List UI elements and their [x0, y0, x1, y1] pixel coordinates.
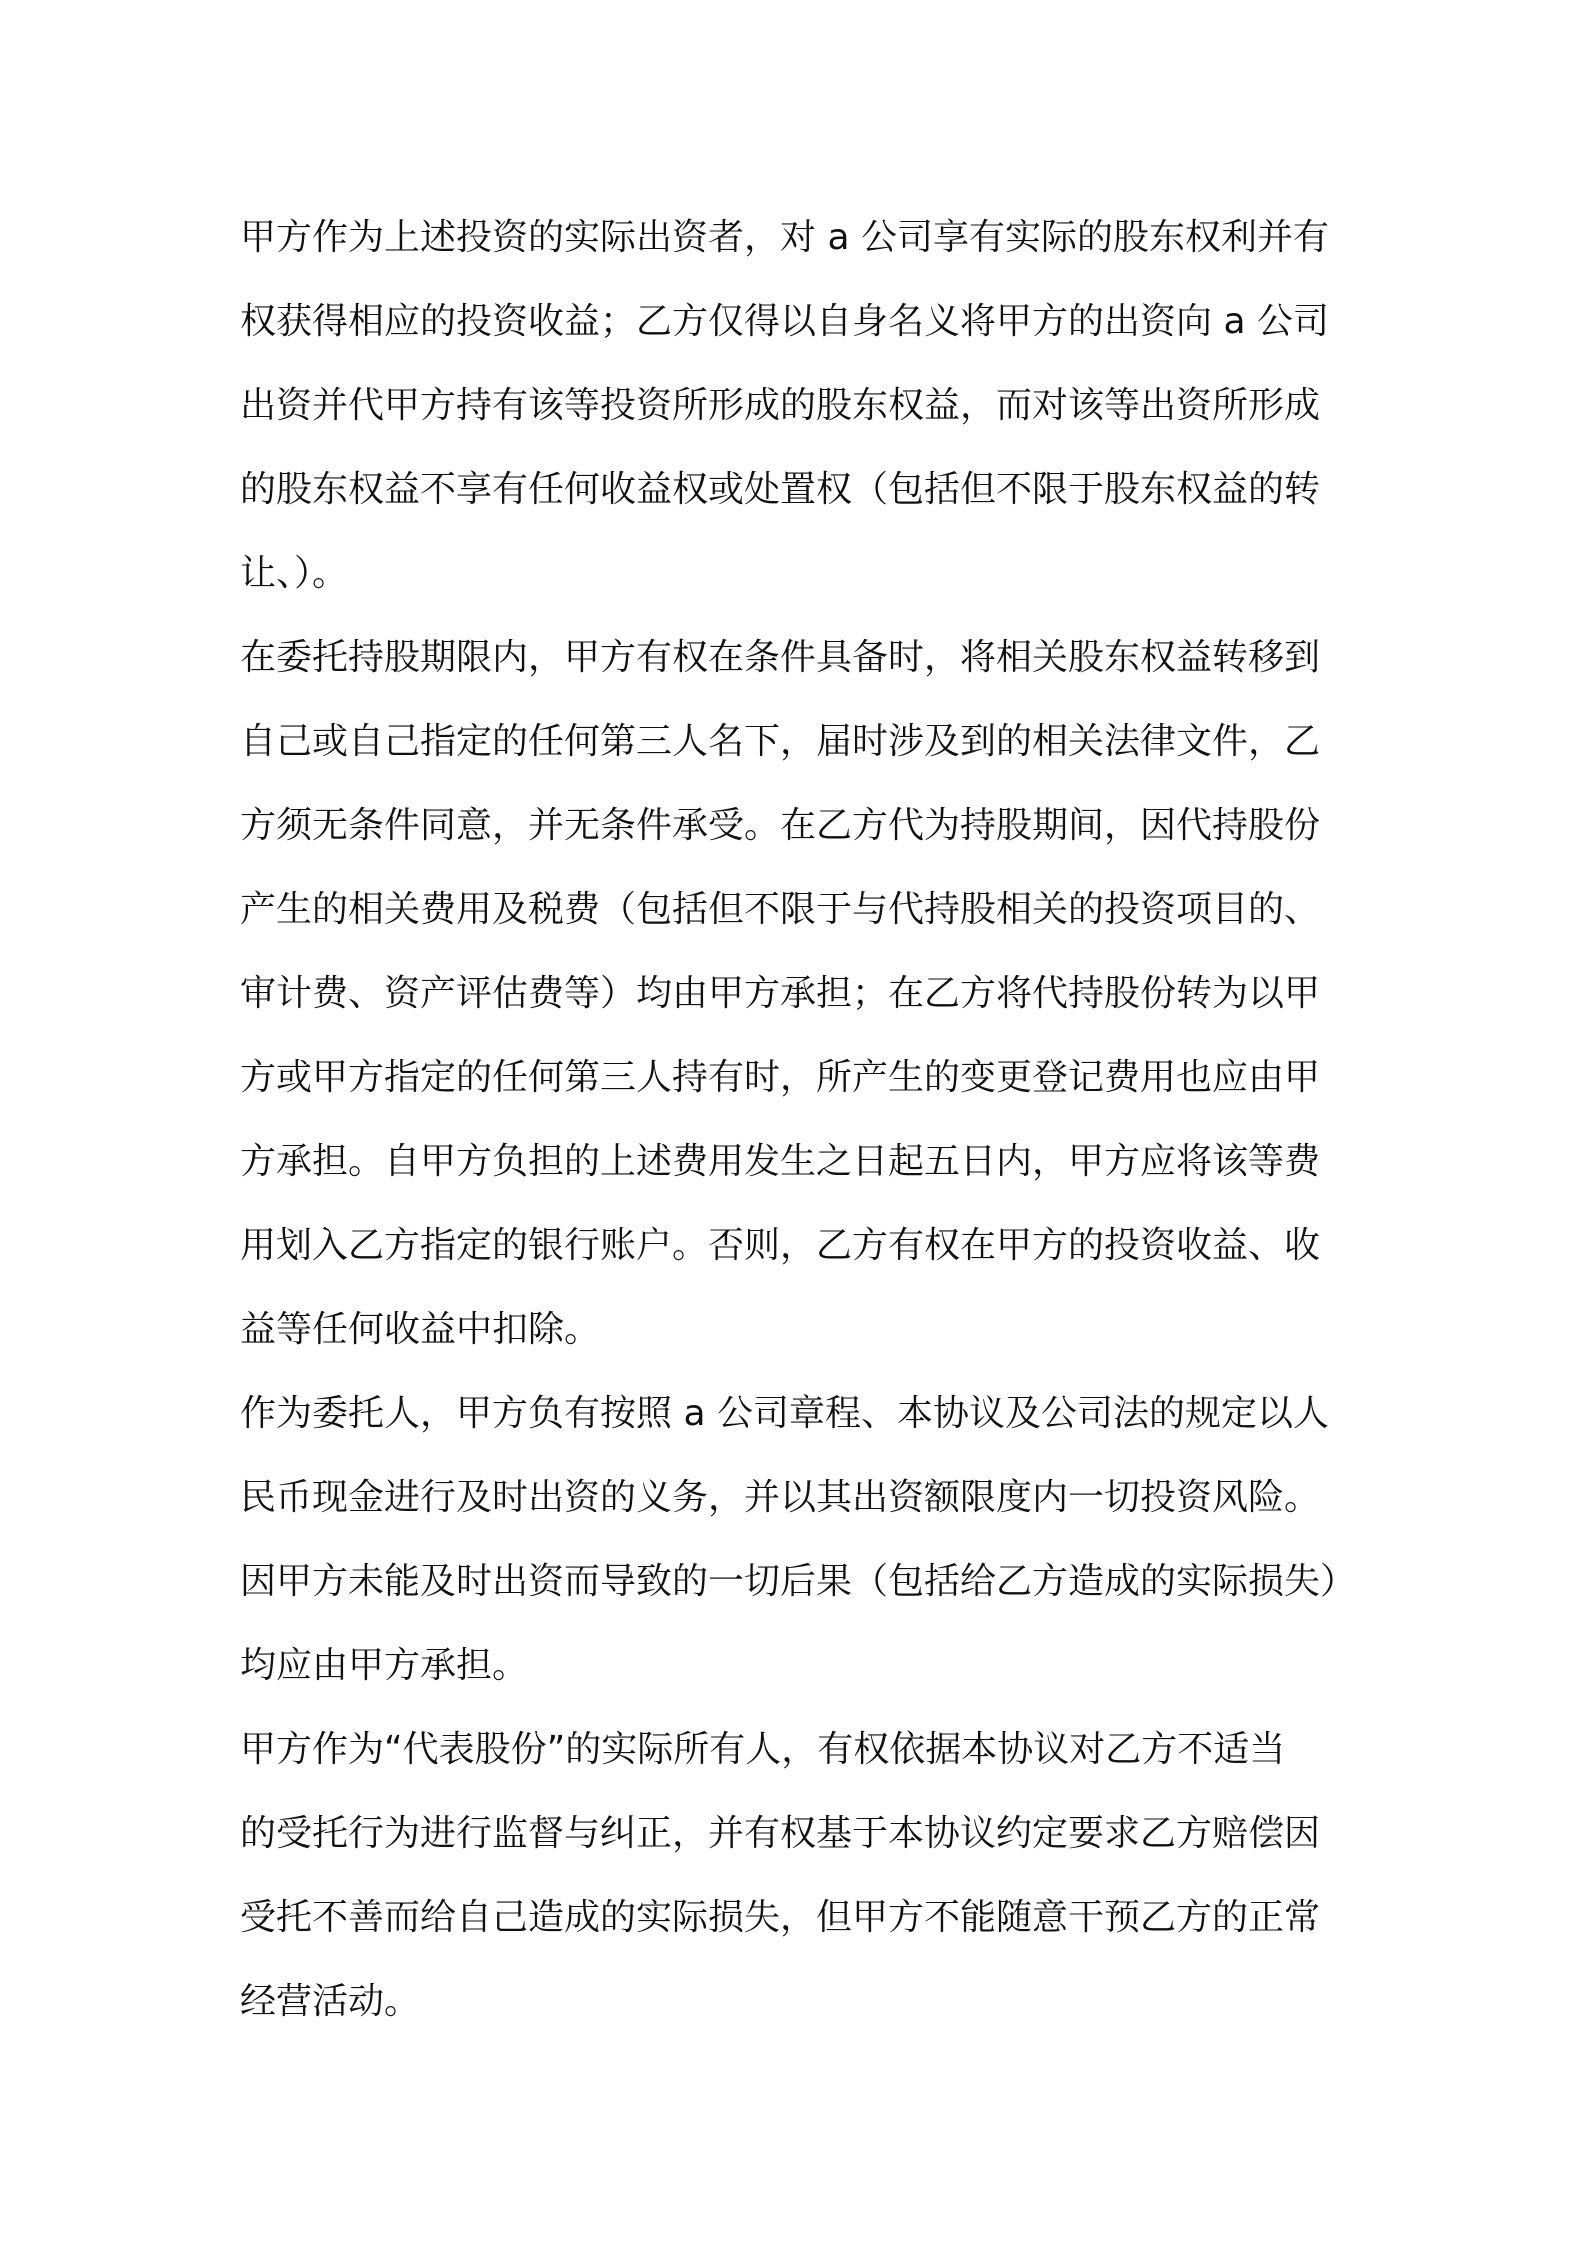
paragraph-supervision-rights: [240, 1708, 1350, 2044]
text-line: 的受托行为进行监督与纠正，并有权基于本协议约定要求乙方赔偿因: [240, 1813, 1321, 1854]
text-line: 方须无条件同意，并无条件承受。在乙方代为持股期间，因代持股份: [240, 805, 1321, 846]
paragraph-capital-obligation: [240, 1372, 1357, 1708]
text-line: 甲方作为“代表股份”的实际所有人，有权依据本协议对乙方不适当: [240, 1729, 1286, 1770]
text-line: 民币现金进行及时出资的义务，并以其出资额限度内一切投资风险。: [240, 1477, 1321, 1518]
text-line: 让、）。: [240, 553, 349, 594]
text-line: 作为委托人，甲方负有按照 a 公司章程、本协议及公司法的规定以人: [240, 1393, 1329, 1434]
text-line: 方或甲方指定的任何第三人持有时，所产生的变更登记费用也应由甲: [240, 1057, 1321, 1098]
text-line: 审计费、资产评估费等）均由甲方承担；在乙方将代持股份转为以甲: [240, 973, 1321, 1014]
text-line: 甲方作为上述投资的实际出资者，对 a 公司享有实际的股东权利并有: [240, 217, 1329, 258]
text-line: 权获得相应的投资收益；乙方仅得以自身名义将甲方的出资向 a 公司: [240, 301, 1329, 342]
text-line: 受托不善而给自己造成的实际损失，但甲方不能随意干预乙方的正常: [240, 1897, 1321, 1938]
text-line: 经营活动。: [240, 1981, 421, 2022]
text-line: 益等任何收益中扣除。: [240, 1309, 601, 1350]
text-line: 均应由甲方承担。: [240, 1645, 529, 1686]
text-line: 用划入乙方指定的银行账户。否则，乙方有权在甲方的投资收益、收: [240, 1225, 1321, 1266]
paragraph-equity-transfer: [240, 616, 1350, 1372]
text-line: 出资并代甲方持有该等投资所形成的股东权益，而对该等出资所形成: [240, 385, 1321, 426]
text-line: 自己或自己指定的任何第三人名下，届时涉及到的相关法律文件，乙: [240, 721, 1321, 762]
text-line: 在委托持股期限内，甲方有权在条件具备时，将相关股东权益转移到: [240, 637, 1321, 678]
text-line: 产生的相关费用及税费（包括但不限于与代持股相关的投资项目的、: [240, 889, 1321, 930]
paragraph-shareholder-rights: [240, 196, 1350, 616]
text-line: 方承担。自甲方负担的上述费用发生之日起五日内，甲方应将该等费: [240, 1141, 1321, 1182]
text-line: 因甲方未能及时出资而导致的一切后果（包括给乙方造成的实际损失）: [240, 1561, 1357, 1602]
document-body: [240, 196, 1357, 2044]
text-line: 的股东权益不享有任何收益权或处置权（包括但不限于股东权益的转: [240, 469, 1321, 510]
